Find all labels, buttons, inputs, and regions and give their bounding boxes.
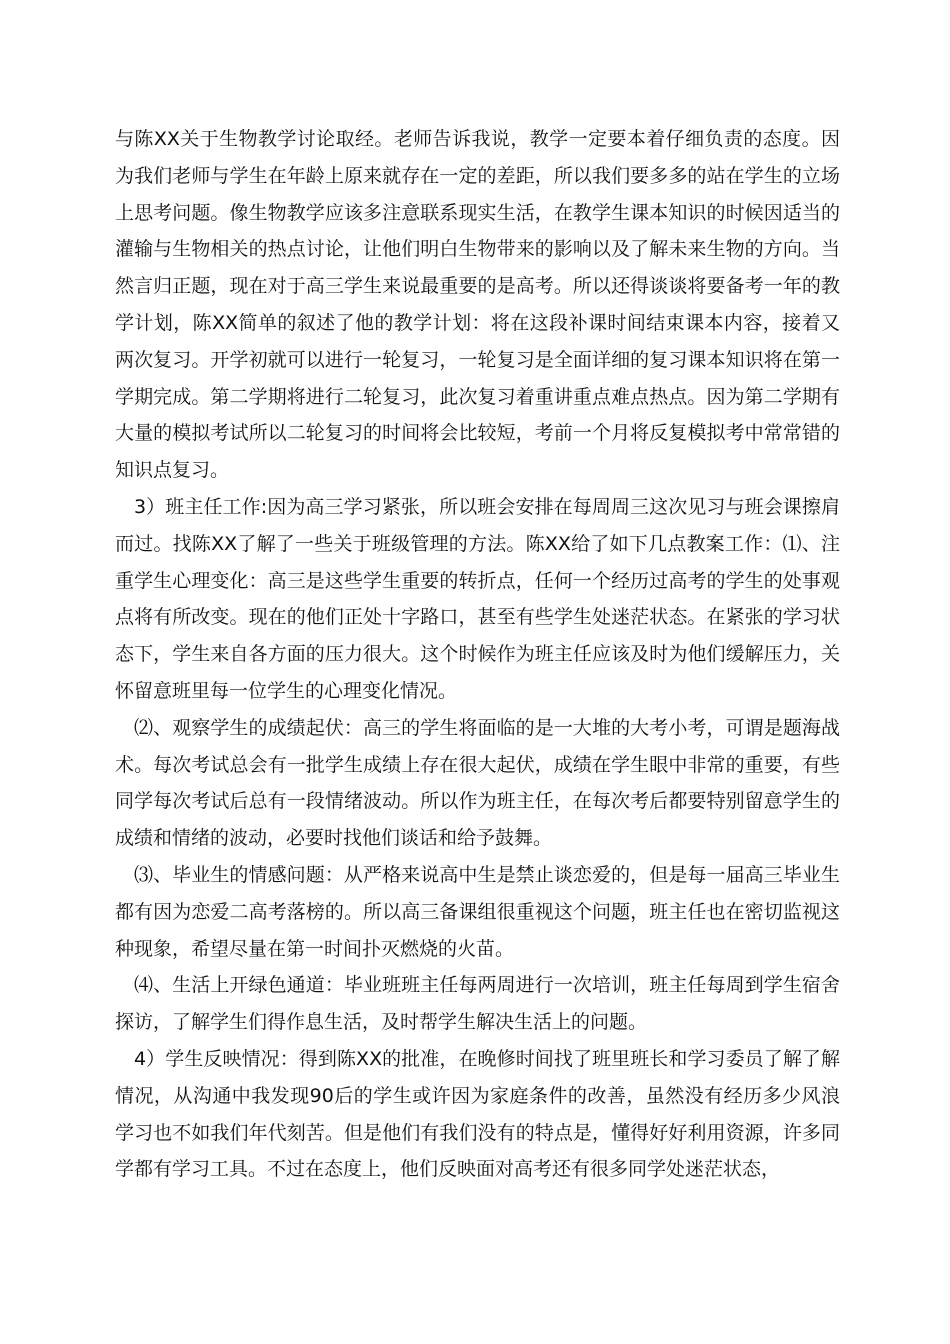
paragraph-life-support: ⑷、生活上开绿色通道：毕业班班主任每两周进行一次培训，班主任每周到学生宿舍探访，了解学生们得作息生活，及时帮学生解决生活上的问题。 [115,974,840,1034]
paragraph-class-teacher-work: 3）班主任工作:因为高三学习紧张，所以班会安排在每周周三这次见习与班会课擦肩而过。找陈XX了解了一些关于班级管理的方法。陈XX给了如下几点教案工作：⑴、注重学生心理变化：高三是这些学生重要的转折点，任何一个经历过高考的学生的处事观点将有所改变。现在的他们正处十字路口，甚至有些学生处迷茫状态。在紧张的学习状态下，学生来自各方面的压力很大。这个时候作为班主任应该及时为他们缓解压力，关怀留意班里每一位学生的心理变化情况。 [115,495,840,702]
paragraph-student-feedback: 4）学生反映情况：得到陈XX的批准，在晚修时间找了班里班长和学习委员了解了解情况，从沟通中我发现90后的学生或许因为家庭条件的改善，虽然没有经历多少风浪学习也不如我们年代刻苦。但是他们有我们没有的特点是，懂得好好利用资源，许多同学都有学习工具。不过在态度上，他们反映面对高考还有很多同学处迷茫状态， [115,1047,840,1181]
paragraph-grade-fluctuation: ⑵、观察学生的成绩起伏：高三的学生将面临的是一大堆的大考小考，可谓是题海战术。每次考试总会有一批学生成绩上存在很大起伏，成绩在学生眼中非常的重要，有些同学每次考试后总有一段情绪波动。所以作为班主任，在每次考后都要特别留意学生的成绩和情绪的波动，必要时找他们谈话和给予鼓舞。 [115,716,840,850]
paragraph-teaching-discussion: 与陈XX关于生物教学讨论取经。老师告诉我说，教学一定要本着仔细负责的态度。因为我们老师与学生在年龄上原来就存在一定的差距，所以我们要多多的站在学生的立场上思考问题。像生物教学应该多注意联系现实生活，在教学生课本知识的时候因适当的灌输与生物相关的热点讨论，让他们明白生物带来的影响以及了解未来生物的方向。当然言归正题，现在对于高三学生来说最重要的是高考。所以还得谈谈将要备考一年的教学计划，陈XX简单的叙述了他的教学计划：将在这段补课时间结束课本内容，接着又两次复习。开学初就可以进行一轮复习，一轮复习是全面详细的复习课本知识将在第一学期完成。第二学期将进行二轮复习，此次复习着重讲重点难点热点。因为第二学期有大量的模拟考试所以二轮复习的时间将会比较短，考前一个月将反复模拟考中常常错的知识点复习。 [115,128,840,482]
body-text [115,121,840,1188]
paragraph-emotional-issues: ⑶、毕业生的情感问题：从严格来说高中生是禁止谈恋爱的，但是每一届高三毕业生都有因为恋爱二高考落榜的。所以高三备课组很重视这个问题，班主任也在密切监视这种现象，希望尽量在第一时间扑灭燃烧的火苗。 [115,863,840,960]
